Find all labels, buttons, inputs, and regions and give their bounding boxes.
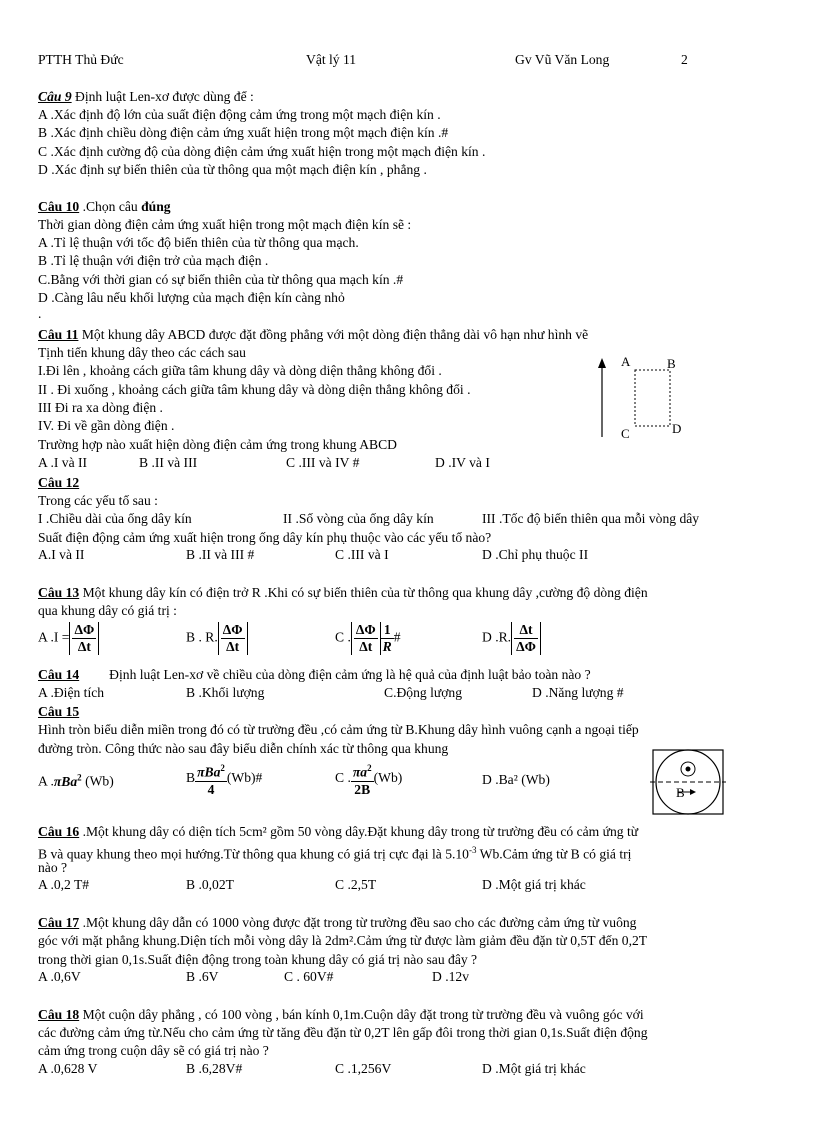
q18-line2: các đường cảm ứng từ.Nếu cho cảm ứng từ tăng đều đặn từ 0,2T lên gấp đôi trong thời gian 0,1s.Suất điện động: [38, 1025, 648, 1040]
q15-c-num: πa: [352, 764, 368, 780]
q17-label: Câu 17: [38, 915, 80, 930]
q18-option-b: B .6,28V#: [186, 1061, 243, 1076]
q13-b-den: Δt: [226, 639, 240, 654]
q11-stem: [38, 326, 588, 344]
field-dot-icon: [686, 767, 691, 772]
q15-b-den: 4: [207, 781, 215, 797]
q11-line4: III Đi ra xa dòng điện .: [38, 400, 163, 415]
q11-stem-text: Một khung dây ABCD được đặt đồng phẳng với một dòng điện thẳng dài vô hạn như hình vẽ: [78, 327, 589, 342]
q11-option-b: B .II và III: [139, 455, 198, 470]
square-frame: [653, 750, 723, 814]
q13-stem2: qua khung dây có giá trị :: [38, 603, 177, 618]
q11-label: Câu 11: [38, 327, 79, 342]
q18-option-d: D .Một giá trị khác: [482, 1061, 586, 1076]
header-teacher: Gv Vũ Văn Long: [515, 52, 610, 67]
q17-line1: [38, 914, 636, 932]
q13-b-num: ΔΦ: [222, 622, 243, 637]
q13-a-num: ΔΦ: [74, 622, 95, 637]
q11-option-c: C .III và IV #: [286, 455, 360, 470]
fig-label-a: A: [621, 354, 631, 369]
q17-line3: trong thời gian 0,1s.Suất điện động trong toàn khung dây có giá trị nào sau đây ?: [38, 952, 478, 967]
q12-label: Câu 12: [38, 475, 80, 490]
q14-stem-text: Định luật Len-xơ về chiều của dòng điện cảm ứng là hệ quả của định luật bảo toàn nào ?: [109, 667, 591, 682]
fig-label-b: B: [667, 356, 676, 371]
q11-line3: II . Đi xuống , khoảng cách giữa tâm khung dây và dòng diện thẳng không đổi .: [38, 382, 471, 397]
q13-d-num: Δt: [514, 622, 538, 639]
frame-abcd: [635, 370, 670, 426]
q12-option-d: D .Chỉ phụ thuộc II: [482, 547, 589, 562]
q10-option-c: C.Bằng với thời gian có sự biến thiên của từ thông qua mạch kín .#: [38, 272, 404, 287]
q16-line2a: B và quay khung theo mọi hướng.Từ thông qua khung có giá trị cực đại là 5.10: [38, 846, 469, 862]
q13-label: Câu 13: [38, 585, 80, 600]
q13-c-den: Δt: [359, 639, 373, 654]
q15-c-unit: (Wb): [373, 769, 403, 785]
q13-b-prefix: B . R.: [186, 629, 218, 645]
q18-option-c: C .1,256V: [335, 1061, 392, 1076]
q13-d-prefix: D .R.: [482, 629, 512, 645]
q15-c-sq: 2: [367, 763, 372, 773]
q13-d-den: ΔΦ: [516, 639, 536, 654]
q14-option-b: B .Khối lượng: [186, 685, 265, 700]
current-arrow-icon: [598, 358, 606, 368]
q15-option-a: [38, 772, 114, 790]
q16-line2b: Wb.Cảm ứng từ B có giá trị: [476, 846, 632, 862]
q11-option-d: D .IV và I: [435, 455, 490, 470]
q17-option-c: C . 60V#: [284, 969, 334, 984]
q14-label: Câu 14: [38, 667, 80, 682]
q10-dot: .: [38, 306, 42, 321]
q14-stem: [38, 666, 591, 684]
fig-label-c: C: [621, 426, 630, 441]
q13-c-one: 1: [381, 622, 394, 639]
q9-stem-text: Định luật Len-xơ được dùng để :: [71, 89, 254, 104]
q12-item-3: III .Tốc độ biến thiên qua mỗi vòng dây: [482, 511, 700, 526]
q14-option-d: D .Năng lượng #: [532, 685, 624, 700]
q16-option-c: C .2,5T: [335, 877, 377, 892]
q16-label: Câu 16: [38, 824, 80, 839]
q10-question: Thời gian dòng điện cảm ứng xuất hiện trong một mạch điện kín sẽ :: [38, 217, 412, 232]
q15-b-sq: 2: [220, 763, 225, 773]
q15-stem2: đường tròn. Công thức nào sau đây biểu diễn chính xác từ thông qua khung: [38, 741, 449, 756]
q13-a-den: Δt: [77, 639, 91, 654]
q15-fig-b-label: B: [676, 785, 685, 800]
q12-item-2: II .Số vòng của ống dây kín: [283, 511, 434, 526]
q15-stem: Hình tròn biểu diễn miền trong đó có từ trường đều ,có cảm ứng từ B.Khung dây hình vuông cạnh a ngoại tiếp: [38, 722, 639, 737]
q15-b-unit: (Wb)#: [226, 769, 263, 785]
q18-line1-text: Một cuộn dây phẳng , có 100 vòng , bán kính 0,1m.Cuộn dây đặt trong từ trường đều và vuông góc với: [79, 1007, 644, 1022]
q9-option-d: D .Xác định sự biến thiên của từ thông qua một mạch điện kín , phẳng .: [38, 162, 427, 177]
q13-c-r: R: [382, 639, 392, 654]
q16-option-b: B .0,02T: [186, 877, 234, 892]
q11-line1: Tịnh tiến khung dây theo các cách sau: [38, 345, 246, 360]
q17-option-b: B .6V: [186, 969, 219, 984]
q11-line2: I.Đi lên , khoảng cách giữa tâm khung dây và dòng diện thẳng không đổi .: [38, 363, 442, 378]
q15-option-d: D .Ba² (Wb): [482, 772, 550, 787]
q13-option-c: [335, 622, 401, 655]
q10-option-b: B .Tỉ lệ thuận với điện trở của mạch điện .: [38, 253, 269, 268]
q16-option-d: D .Một giá trị khác: [482, 877, 586, 892]
q12-question: Suất điện động cảm ứng xuất hiện trong ống dây kín phụ thuộc vào các yếu tố nào?: [38, 530, 492, 545]
header-subject: Vật lý 11: [306, 52, 357, 67]
q13-option-a: [38, 622, 99, 655]
q17-option-d: D .12v: [432, 969, 470, 984]
q14-option-a: A .Điện tích: [38, 685, 105, 700]
fig-label-d: D: [672, 421, 682, 436]
q17-line1-text: .Một khung dây dẫn có 1000 vòng được đặt trong từ trường đều sao cho các đường cảm ứng từ vuông: [79, 915, 637, 930]
q12-item-1: I .Chiều dài của ống dây kín: [38, 511, 192, 526]
q18-label: Câu 18: [38, 1007, 80, 1022]
q11-figure: [590, 352, 700, 442]
q9-stem: [38, 88, 254, 106]
q10-pre: .Chọn câu: [79, 199, 142, 214]
q15-b-num: πBa: [197, 764, 221, 780]
q13-option-b: [186, 622, 248, 655]
q15-figure: [650, 748, 726, 816]
q18-line3: cảm ứng trong cuộn dây sẽ có giá trị nào ?: [38, 1043, 269, 1058]
q15-label: Câu 15: [38, 704, 80, 719]
q15-a-unit: (Wb): [85, 773, 114, 789]
q13-stem-text: Một khung dây kín có điện trở R .Khi có sự biến thiên của từ thông qua khung dây ,cường độ dòng điện: [79, 585, 648, 600]
q15-c-prefix: C .: [335, 769, 351, 785]
q13-c-num: ΔΦ: [355, 622, 376, 637]
q14-option-c: C.Động lượng: [384, 685, 462, 700]
q16-line3: nào ?: [38, 860, 68, 875]
q15-a-prefix: A .: [38, 773, 54, 789]
q11-line6: Trường hợp nào xuất hiện dòng điện cảm ứng trong khung ABCD: [38, 437, 397, 452]
q13-stem: [38, 584, 648, 602]
q13-c-prefix: C .: [335, 629, 351, 645]
q15-a-expr: πBa: [53, 773, 78, 789]
q10-option-d: D .Càng lâu nếu khối lượng của mạch điện kín càng nhỏ: [38, 290, 345, 305]
q13-a-prefix: A .I =: [38, 629, 70, 645]
q18-line1: [38, 1006, 644, 1024]
q13-c-mark: #: [393, 629, 401, 645]
q12-option-c: C .III và I: [335, 547, 389, 562]
q10-bold: đúng: [141, 199, 171, 214]
q16-option-a: A .0,2 T#: [38, 877, 90, 892]
q15-b-prefix: B: [186, 769, 196, 785]
q15-option-c: [335, 760, 402, 798]
q9-option-a: A .Xác định độ lớn của suất điện động cảm ứng trong một mạch điện kín .: [38, 107, 441, 122]
q10-option-a: A .Tỉ lệ thuận với tốc độ biến thiên của từ thông qua mạch.: [38, 235, 359, 250]
q18-option-a: A .0,628 V: [38, 1061, 98, 1076]
q17-option-a: A .0,6V: [38, 969, 81, 984]
q15-c-den: 2B: [354, 781, 371, 797]
q11-option-a: A .I và II: [38, 455, 88, 470]
q10-stem: [38, 198, 171, 216]
q17-line2: góc với mặt phẳng khung.Diện tích mỗi vòng dây là 2dm².Cảm ứng từ được làm giảm đều đặn từ 0,5T đến 0,2T: [38, 933, 648, 948]
header-page-number: 2: [681, 52, 688, 67]
q15-label-line: [38, 703, 79, 721]
q12-label-line: [38, 474, 79, 492]
q13-option-d: [482, 622, 541, 655]
q10-label: Câu 10: [38, 199, 80, 214]
q12-option-b: B .II và III #: [186, 547, 255, 562]
q16-line1: [38, 823, 638, 841]
q12-stem: Trong các yếu tố sau :: [38, 493, 158, 508]
q15-option-b: [186, 760, 262, 798]
q16-line2: [38, 841, 631, 864]
q9-option-b: B .Xác định chiều dòng điện cảm ứng xuất hiện trong một mạch điện kín .#: [38, 125, 449, 140]
q16-line2-sup: -3: [468, 845, 477, 855]
q9-label: Câu 9: [38, 89, 72, 104]
q11-line5: IV. Đi về gần dòng điện .: [38, 418, 175, 433]
header-school: PTTH Thủ Đức: [38, 52, 124, 67]
q9-option-c: C .Xác định cường độ của dòng điện cảm ứng xuất hiện trong một mạch điện kín .: [38, 144, 486, 159]
b-vector-arrowhead-icon: [690, 789, 696, 795]
q16-line1-text: .Một khung dây có diện tích 5cm² gồm 50 vòng dây.Đặt khung dây trong từ trường đều có cảm ứng từ: [79, 824, 639, 839]
q12-option-a: A.I và II: [38, 547, 85, 562]
q15-a-sq: 2: [77, 772, 82, 782]
